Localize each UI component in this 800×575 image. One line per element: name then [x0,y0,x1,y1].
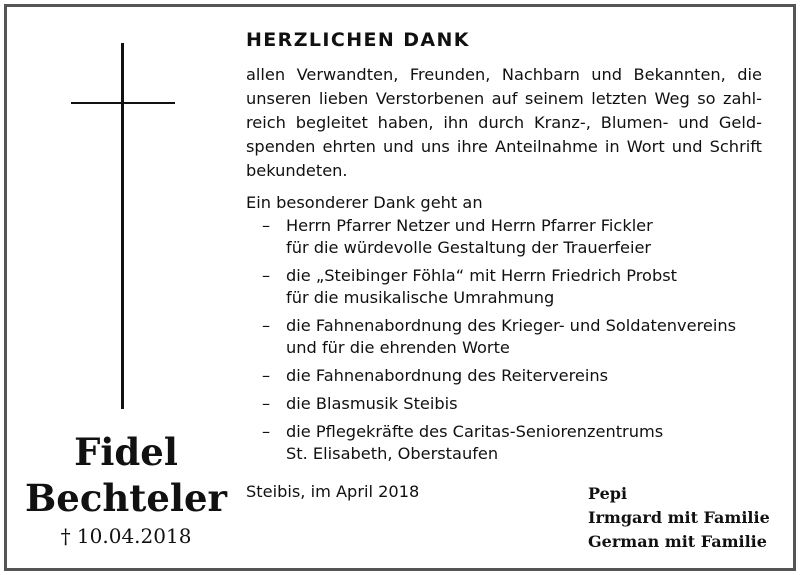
signature-line: Pepi [588,484,628,503]
list-item-line: die Fahnenabordnung des Reitervereins [286,366,609,385]
dash-mark: – [262,266,271,285]
list-item-line: Herrn Pfarrer Netzer und Herrn Pfarrer Fickler [286,216,653,235]
signature-line: German mit Familie [588,532,767,551]
list-item [262,421,782,465]
deceased-last-name: Bechteler [25,476,227,520]
intro-line: spenden ehrten und uns ihre Anteilnahme in Wort und Schrift [246,137,762,156]
list-item-line: die Fahnenabordnung des Krieger- und Soldatenvereins [286,316,737,335]
cross-icon-bar [71,102,175,104]
dash-mark: – [262,366,271,385]
cross-icon [121,43,124,409]
list-item-line: die Pflegekräfte des Caritas-Seniorenzentrums [286,422,664,441]
list-item-line: für die würdevolle Gestaltung der Trauerfeier [286,238,652,257]
special-thanks-intro: Ein besonderer Dank geht an [246,193,483,212]
death-date: † 10.04.2018 [60,524,192,548]
intro-line: reich begleitet haben, ihn durch Kranz-, Blumen- und Geld- [246,113,762,132]
list-item-line: für die musikalische Umrahmung [286,288,555,307]
intro-line: unseren lieben Verstorbenen auf seinem letzten Weg so zahl- [246,89,762,108]
place-date: Steibis, im April 2018 [246,482,420,501]
list-item-line: die „Steibinger Föhla“ mit Herrn Friedrich Probst [286,266,678,285]
dash-mark: – [262,394,271,413]
intro-line: allen Verwandten, Freunden, Nachbarn und Bekannten, die [246,65,762,84]
thanks-intro [246,63,762,183]
signatures [588,482,770,554]
dash-mark: – [262,216,271,235]
thanks-heading: HERZLICHEN DANK [246,29,470,51]
deceased-first-name: Fidel [74,430,178,474]
list-item-line: und für die ehrenden Worte [286,338,510,357]
list-item [262,265,782,309]
list-item-line: St. Elisabeth, Oberstaufen [286,444,499,463]
signature-line: Irmgard mit Familie [588,508,770,527]
list-item [262,393,782,415]
thanks-list [262,215,782,471]
list-item [262,365,782,387]
list-item-line: die Blasmusik Steibis [286,394,458,413]
dash-mark: – [262,316,271,335]
list-item [262,215,782,259]
dash-mark: – [262,422,271,441]
intro-line: bekundeten. [246,161,348,180]
list-item [262,315,782,359]
